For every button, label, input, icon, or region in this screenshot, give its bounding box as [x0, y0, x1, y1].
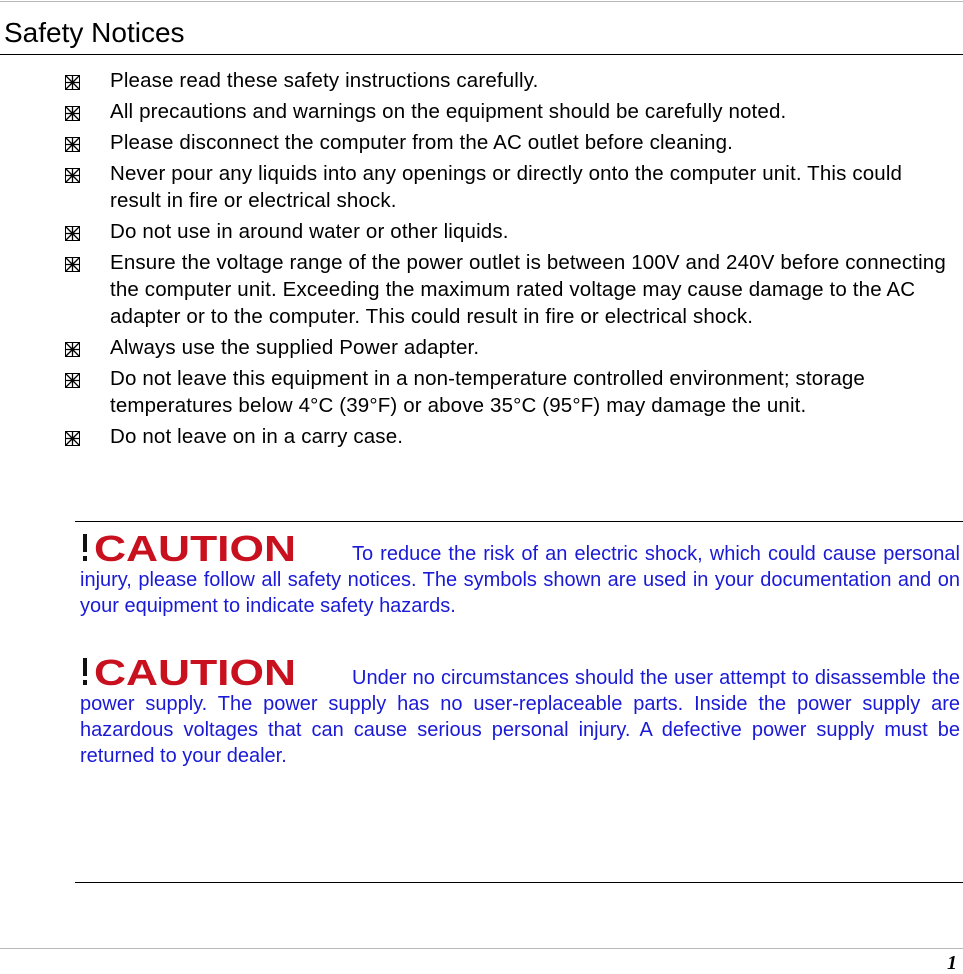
x-box-bullet-icon: [65, 75, 80, 90]
list-item: [0, 218, 963, 245]
x-box-bullet-icon: [65, 373, 80, 388]
x-box-bullet-icon: [65, 137, 80, 152]
caution-top-rule: [75, 521, 963, 522]
notice-text: Never pour any liquids into any openings or directly onto the computer unit. This could result in fire or electrical shock.: [110, 162, 903, 212]
caution-badge-icon: [80, 654, 348, 688]
svg-text:CAUTION: CAUTION: [94, 654, 296, 688]
notice-text: Please disconnect the computer from the AC outlet before cleaning.: [110, 131, 733, 154]
list-item: [0, 160, 963, 214]
footer-rule: [0, 948, 963, 949]
x-box-bullet-icon: [65, 226, 80, 241]
caution-text: To reduce the risk of an electric shock, which could cause personal injury, please follow all safety notices. The symbols shown are used in your documentation and on your equipment to indicate safety hazards.: [80, 543, 960, 617]
list-item: [0, 129, 963, 156]
x-box-bullet-icon: [65, 168, 80, 183]
caution-block-1: [80, 530, 960, 619]
x-box-bullet-icon: [65, 342, 80, 357]
list-item: [0, 98, 963, 125]
caution-block-2: [80, 654, 960, 769]
notice-text: Ensure the voltage range of the power outlet is between 100V and 240V before connecting the computer unit. Exceeding the maximum rated voltage may cause damage to the AC adapter or to the computer. This could result in fire or electrical shock.: [110, 251, 946, 328]
notice-text: Do not leave on in a carry case.: [110, 425, 404, 448]
caution-bottom-rule: [75, 882, 963, 883]
list-item: [0, 334, 963, 361]
list-item: [0, 67, 963, 94]
list-item: [0, 249, 963, 330]
notice-text: All precautions and warnings on the equipment should be carefully noted.: [110, 100, 787, 123]
list-item: [0, 365, 963, 419]
caution-text: Under no circumstances should the user attempt to disassemble the power supply. The power supply has no user-replaceable parts. Inside the power supply are hazardous voltages that can cause serious personal injury. A defective power supply must be returned to your dealer.: [80, 667, 960, 767]
svg-text:CAUTION: CAUTION: [94, 530, 296, 564]
notice-text: Do not leave this equipment in a non-temperature controlled environment; storage temperatures below 4°C (39°F) or above 35°C (95°F) may damage the unit.: [110, 367, 865, 417]
page-number: 1: [947, 952, 957, 974]
title-rule: [0, 54, 963, 55]
x-box-bullet-icon: [65, 431, 80, 446]
top-rule: [0, 1, 963, 2]
safety-notice-list: [0, 67, 963, 450]
notice-text: Please read these safety instructions carefully.: [110, 69, 539, 92]
x-box-bullet-icon: [65, 106, 80, 121]
notice-text: Always use the supplied Power adapter.: [110, 336, 480, 359]
x-box-bullet-icon: [65, 257, 80, 272]
caution-badge-icon: [80, 530, 348, 564]
notice-text: Do not use in around water or other liquids.: [110, 220, 509, 243]
list-item: [0, 423, 963, 450]
page-title: Safety Notices: [4, 17, 185, 48]
